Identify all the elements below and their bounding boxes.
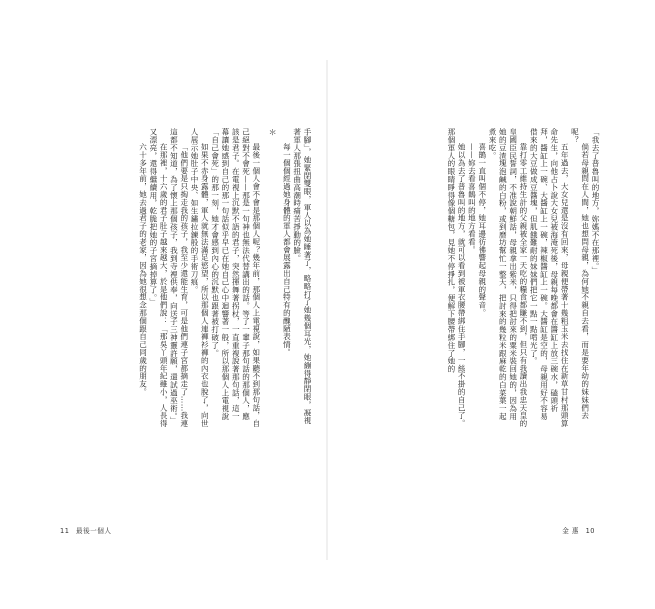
left-page-number: 11 (60, 527, 70, 535)
left-paragraph-3: 最後一個人會不會是那個人呢？幾年前，那個人上電視說，如果聽不到那句話，自己絕對不會死——那是一句神也無法代替講出的話。等了一輩子那句話的那個人，應該是君子。在電視上沉默不語的君子，突然揮舞著拐杖，一直重複說著那句話，這一幕讓她感到自己的那一句話似乎早已在她自己心中迴響著一般，所以那個人上電視說「自己會死」的那一刻，她才會感到內心的沉默也跟著被打破了。 (210, 128, 261, 428)
right-running-title: 金 惠 (562, 527, 579, 535)
left-page (56, 128, 312, 428)
left-paragraph-6: 在那裡，十六歲的君子肚子越來越大，於是他們說：「那吳丫頭年紀雖小，人長得又漂亮，還得繼續用，乾脆把她的子宮摘掉算了。」 (148, 128, 169, 428)
right-paragraph-4: 靠打零工維持生計的父親被全家一天吃的糧食都賺不到，但只有我讀出我忠天皇的皇國臣民誓詞，不准說朝鮮話，母親拿出紫米，只得把討來的粟米裝回她的，因為用她的豆渣塊泡鹹的白粉，或到磨坊幫忙一整天，把討來的幾粒米跟麻乾的白菜葉一起煮來吃。 (488, 128, 528, 428)
section-break-mark: ＊ (268, 128, 278, 137)
left-paragraph-1: 手腳」，她緊閉雙眼，軍人以為她睡著了，略略打了她幾個耳光，她繃得靜閉眼，凝視著軍人那張扭曲高潮時痛苦掙動的臉。 (292, 128, 312, 425)
left-running-title: 最後一個人 (76, 527, 112, 535)
right-paragraph-2: 倘若母親問在人間，她也想問母親，為何她不親自去看，而是要年幼的妹妹們去呢？ (570, 128, 590, 420)
right-page (342, 128, 600, 428)
right-folio (562, 525, 599, 535)
right-paragraph-3: 五年過去，大女兒還是沒有回來，母親便帶著十幾粗玉米去找住在新草甘村那頭算命先生，向他占卜說大女兒被海淹死後，母親每晚都會在醬缸上放三碗水，磕頭祈拜，醬缸上一碗、大醬缸上一碗，辣椒醬缸上一碗。大醬缸是空的，母親用好不容易借來的大豆做成豆醬塊，但肌餓難耐的妹妹們把它一點一點啃光了。 (529, 128, 570, 428)
right-paragraph-6: ——妳去看喜鵲叫的地方看看。 (467, 143, 477, 254)
left-paragraph-7: 六十多年前，她去過君子的老家，因為她很想念那個跟自己同歲的朋友。 (138, 143, 148, 396)
left-paragraph-2: 每一個個經過她身體的軍人都會展露出自己特有的醜陋表情。 (282, 143, 292, 357)
left-paragraph-4: 如果不赤身露體，軍人就無法滿足慾望，所以那個人連褲衫褲的內衣也脫了，向世人展示她肚子中央、如生鏽拉鍊般的手術刀痕。 (190, 128, 210, 428)
page-gutter (326, 60, 328, 560)
right-paragraph-1: 「我去了普魯叫的地方，妳媽不在那裡。」 (591, 128, 600, 275)
right-page-text (446, 128, 600, 428)
left-page-text (137, 128, 312, 428)
right-paragraph-8: 那個軍人的眼睛睜得像個糖包，見她不停掙扎，便解下腰帶綁住了她的 (446, 128, 456, 373)
left-paragraph-5: 「他們要是只掏走我的孩子，我至少還能生育，可是他們連子宮都摘走了……我連這都不知道，為了懷上那個孩子，我到寺裡供奉，向送子三神靈許願，還試過巫術。」 (169, 128, 189, 428)
right-page-number: 10 (585, 527, 595, 535)
right-paragraph-5: 喜鵲一直叫個不停，她耳邊彷彿響起母親的聲音。 (477, 143, 487, 317)
left-folio (56, 525, 111, 535)
right-paragraph-7: 她以為去了普魯叫的地方，就可以看到被軍衣腰帶綁住手腳，一絲不掛的自己了。 (457, 143, 467, 428)
